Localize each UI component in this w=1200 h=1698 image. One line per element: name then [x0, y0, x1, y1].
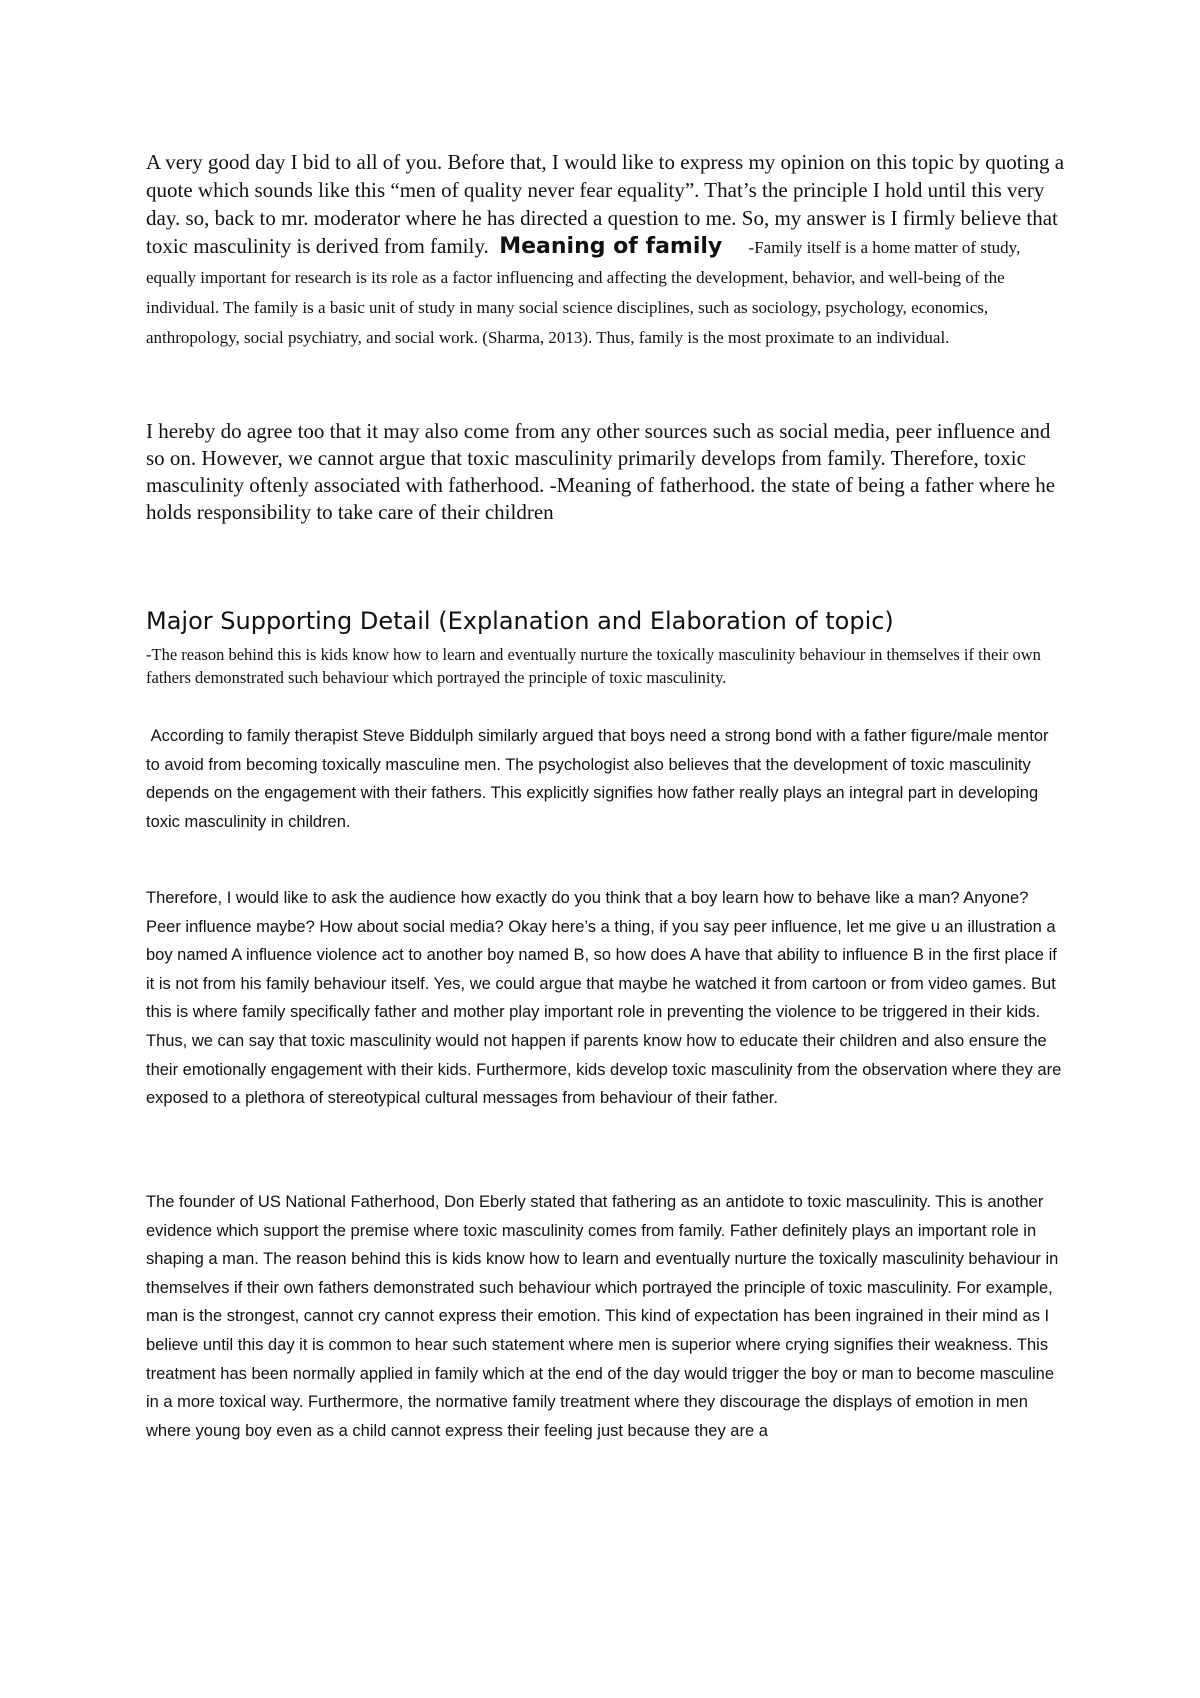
opening-paragraph	[146, 148, 1066, 352]
section-heading: Major Supporting Detail (Explanation and Elaboration of topic)	[146, 607, 894, 635]
eberly-paragraph: The founder of US National Fatherhood, Don Eberly stated that fathering as an antidote to toxic masculinity. This is another evidence which support the premise where toxic masculinity comes from family. Father definitely plays an important role in shaping a man. The reason behind this is kids know how to learn and eventually nurture the toxically masculinity behaviour in themselves if their own fathers demonstrated such behaviour which portrayed the principle of toxic masculinity. For example, man is the strongest, cannot cry cannot express their emotion. This kind of expectation has been ingrained in their mind as I believe until this day it is common to hear such statement where men is superior where crying signifies their weakness. This treatment has been normally applied in family which at the end of the day would trigger the boy or man to become masculine in a more toxical way. Furthermore, the normative family treatment where they discourage the displays of emotion in men where young boy even as a child cannot express their feeling just because they are a	[146, 1193, 1059, 1440]
second-paragraph: I hereby do agree too that it may also come from any other sources such as social media, peer influence and so on. However, we cannot argue that toxic masculinity primarily develops from family. Therefore, toxic masculinity oftenly associated with fatherhood. -Meaning of fatherhood. the state of being a father where he holds responsibility to take care of their children	[146, 419, 1056, 524]
opening-intro-text: A very good day I bid to all of you. Before that, I would like to express my opinion on this topic by quoting a quote which sounds like this “men of quality never fear equality”. That’s the principle I hold until this very day. so, back to mr. moderator where he has directed a question to me. So, my answer is I firmly believe that toxic masculinity is derived from family.	[146, 150, 1065, 258]
biddulph-text: According to family therapist Steve Biddulph similarly argued that boys need a strong bond with a father figure/male mentor to avoid from becoming toxically masculine men. The psychologist also believes that the development of toxic masculinity depends on the engagement with their fathers. This explicitly signifies how father really plays an integral part in developing toxic masculinity in children.	[146, 727, 1049, 831]
reason-paragraph: -The reason behind this is kids know how to learn and eventually nurture the toxically masculinity behaviour in themselves if their own fathers demonstrated such behaviour which portrayed the principle of toxic masculinity.	[146, 645, 1041, 687]
biddulph-paragraph	[146, 722, 1066, 836]
family-definition-text: -Family itself is a home matter of study, equally important for research is its role as a factor influencing and affecting the development, behavior, and well-being of the individual. The family is a basic unit of study in many social science disciplines, such as sociology, psychology, economics, anthropology, social psychiatry, and social work. (Sharma, 2013). Thus, family is the most proximate to an individual.	[146, 238, 1021, 347]
meaning-of-family-heading: Meaning of family	[499, 234, 723, 259]
audience-question-paragraph: Therefore, I would like to ask the audience how exactly do you think that a boy learn how to behave like a man? Anyone? Peer influence maybe? How about social media? Okay here’s a thing, if you say peer influence, let me give u an illustration a boy named A influence violence act to another boy named B, so how does A have that ability to influence B in the first place if it is not from his family behaviour itself. Yes, we could argue that maybe he watched it from cartoon or from video games. But this is where family specifically father and mother play important role in preventing the violence to be triggered in their kids. Thus, we can say that toxic masculinity would not happen if parents know how to educate their children and also ensure the their emotionally engagement with their kids. Furthermore, kids develop toxic masculinity from the observation where they are exposed to a plethora of stereotypical cultural messages from behaviour of their father.	[146, 889, 1062, 1108]
